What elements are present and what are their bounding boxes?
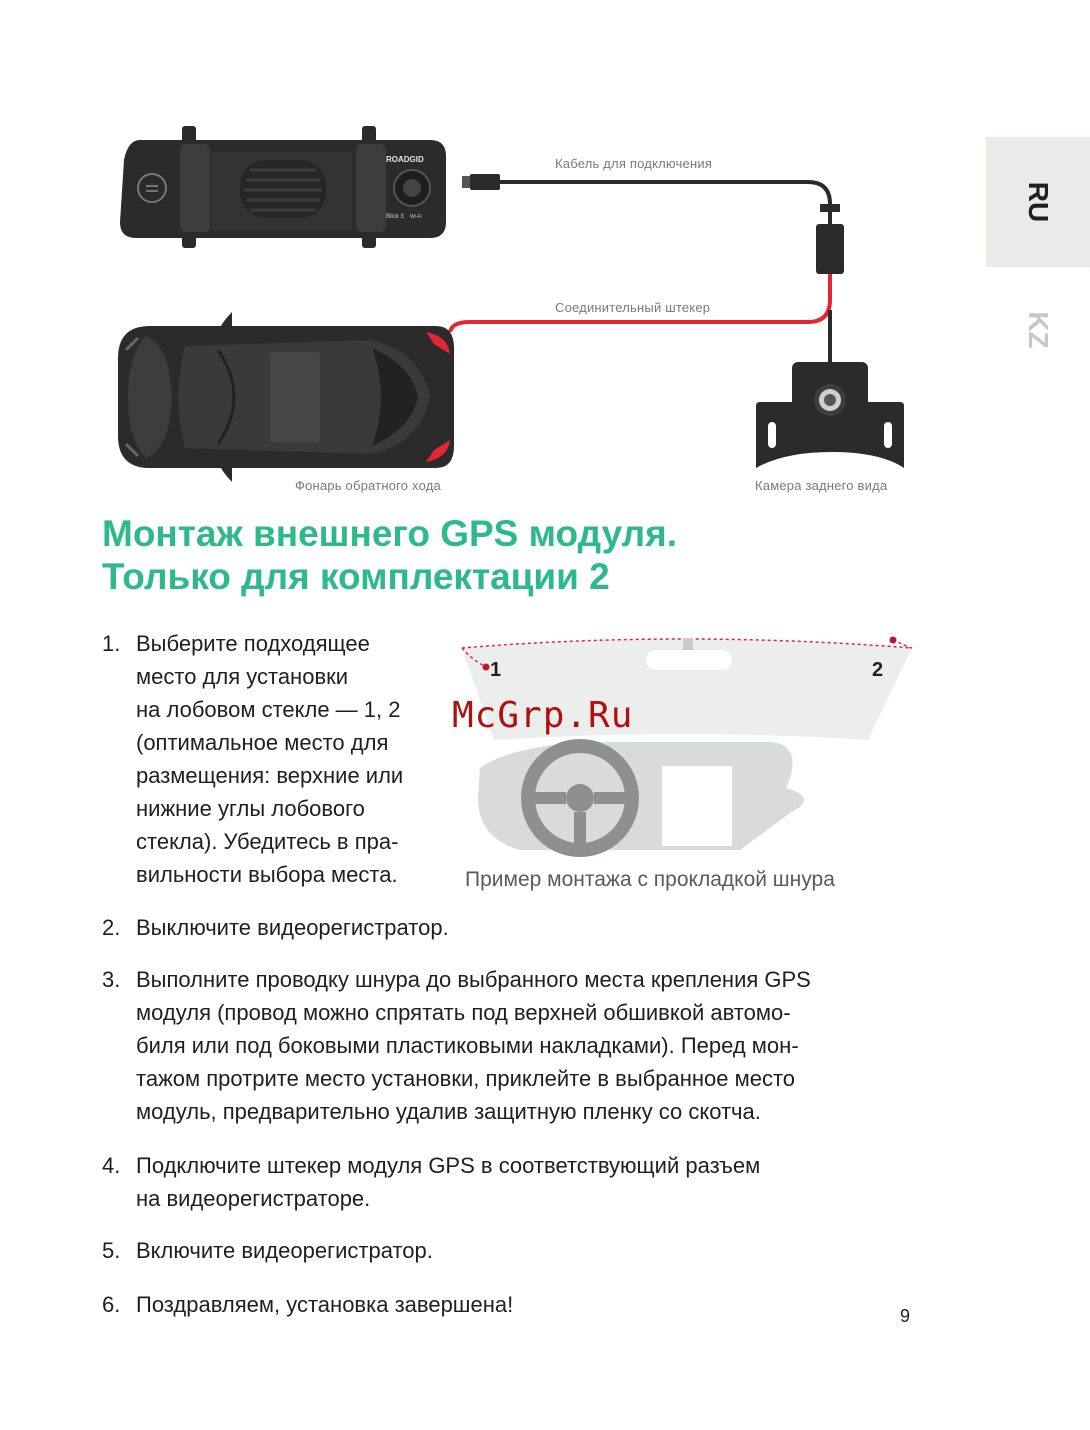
step-text-line: модуль, предварительно удалив защитную пленку со скотча. [136,1099,761,1124]
lang-tab-kz [986,275,1090,385]
step-text-line: Выполните проводку шнура до выбранного места крепления GPS [136,967,811,992]
step-1 [102,627,462,893]
illustration-caption: Пример монтажа с прокладкой шнура [465,868,835,891]
step-number: 1. [102,631,121,656]
step-text-line: тажом протрите место установки, приклейте в выбранное место [136,1066,796,1091]
device-badge: Wi-Fi [410,214,422,220]
lang-tab-ru-label: RU [1023,181,1054,223]
reverse-light-label: Фонарь обратного хода [295,478,441,493]
step-text-line: стекла). Убедитесь в пра- [136,829,399,854]
title-line: Только для комплектации 2 [102,556,610,597]
step-text-line: Включите видеорегистратор. [136,1238,433,1263]
mirror-dashcam [120,126,446,248]
step-text-line: на лобовом стекле — 1, 2 [136,697,401,722]
marker-2: 2 [872,659,884,681]
step-number: 3. [102,967,121,992]
step-number: 4. [102,1153,121,1178]
device-model: Blick 3 [386,214,404,220]
step-6 [102,1288,902,1321]
cable-label: Кабель для подключения [555,156,713,171]
device-brand: ROADGID [386,155,424,164]
step-text-line: нижние углы лобового [136,796,365,821]
title-line: Монтаж внешнего GPS модуля. [102,513,678,554]
connection-cable [470,182,830,250]
connection-diagram [0,100,960,510]
step-text-line: Выключите видеорегистратор. [136,915,449,940]
step-number: 6. [102,1292,121,1317]
step-text-line: модуля (провод можно спрятать под верхней обшивкой автомо- [136,1000,791,1025]
section-title [102,512,902,598]
step-text-line: Выберите подходящее [136,631,370,656]
plug-label: Соединительный штекер [555,300,711,315]
step-text-line: Поздравляем, установка завершена! [136,1292,514,1317]
step-text-line: биля или под боковыми пластиковыми накладками). Перед мон- [136,1033,799,1058]
step-text-line: (оптимальное место для [136,730,389,755]
windshield-illustration [450,628,930,868]
step-text-line: на видеорегистраторе. [136,1186,371,1211]
mount-point-2 [890,637,897,644]
lang-tab-ru [986,137,1090,267]
rearview-mirror [646,650,732,670]
lang-tab-kz-label: KZ [1023,311,1054,349]
step-text-line: место для установки [136,664,349,689]
step-4 [102,1149,902,1215]
center-console [662,766,732,846]
car-top-view [118,312,454,482]
step-2 [102,911,902,944]
page-number: 9 [900,1306,911,1326]
rear-camera [756,362,904,468]
marker-1: 1 [490,659,502,681]
mount-point-1 [483,664,490,671]
connector-plug [816,224,844,274]
step-3 [102,963,922,1128]
step-number: 5. [102,1238,121,1263]
step-text-line: вильности выбора места. [136,862,398,887]
watermark: McGrp.Ru [452,695,634,736]
step-text-line: размещения: верхние или [136,763,404,788]
step-text-line: Подключите штекер модуля GPS в соответствующий разъем [136,1153,761,1178]
rear-camera-label: Камера заднего вида [755,478,888,493]
step-5 [102,1234,902,1267]
step-number: 2. [102,915,121,940]
